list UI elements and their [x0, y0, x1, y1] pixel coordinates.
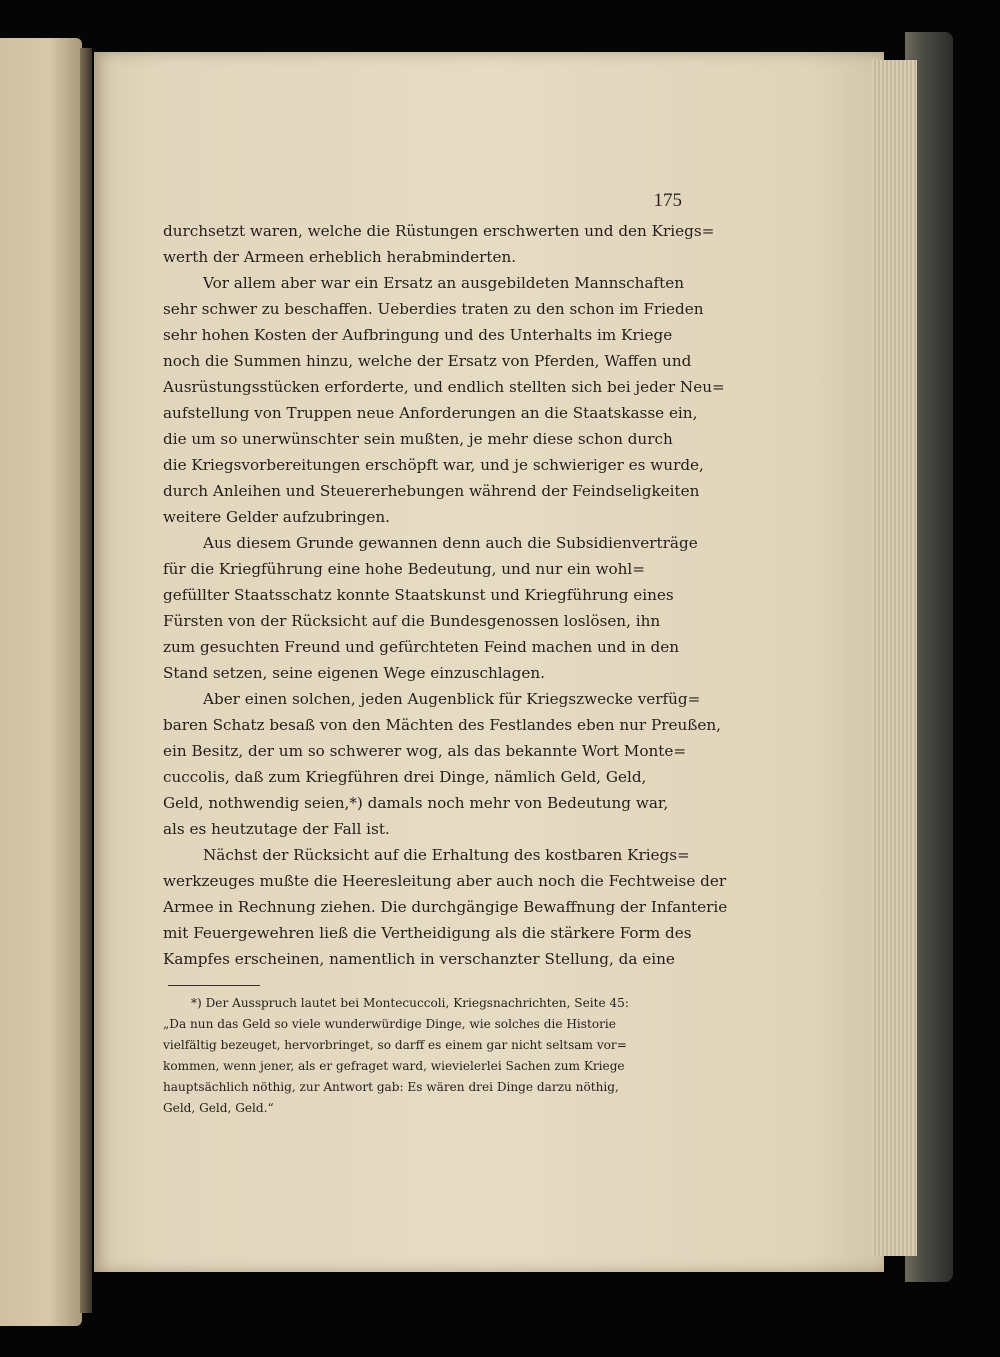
text-line: Geld, nothwendig seien,*) damals noch mehr von Bedeutung war,: [163, 794, 669, 812]
text-line: die um so unerwünschter sein mußten, je mehr diese schon durch: [163, 430, 673, 448]
text-line: noch die Summen hinzu, welche der Ersatz von Pferden, Waffen und: [163, 352, 692, 370]
text-line: Vor allem aber war ein Ersatz an ausgebildeten Mannschaften: [203, 274, 685, 292]
page-number: 175: [653, 190, 682, 211]
facing-page-edge: [0, 38, 82, 1326]
text-line: sehr hohen Kosten der Aufbringung und des Unterhalts im Kriege: [163, 326, 673, 344]
text-line: Fürsten von der Rücksicht auf die Bundesgenossen loslösen, ihn: [163, 612, 661, 630]
text-line: Kampfes erscheinen, namentlich in verschanzter Stellung, da eine: [163, 950, 675, 968]
footnote-line: Geld, Geld, Geld.“: [163, 1101, 274, 1115]
text-line: mit Feuergewehren ließ die Vertheidigung als die stärkere Form des: [163, 924, 692, 942]
footnote-line: vielfältig bezeuget, hervorbringet, so darff es einem gar nicht seltsam vor=: [163, 1038, 627, 1052]
text-line: Armee in Rechnung ziehen. Die durchgängige Bewaffnung der Infanterie: [163, 898, 728, 916]
text-line: weitere Gelder aufzubringen.: [163, 508, 390, 526]
footnote-line: „Da nun das Geld so viele wunderwürdige Dinge, wie solches die Historie: [163, 1017, 616, 1031]
text-line: Stand setzen, seine eigenen Wege einzuschlagen.: [163, 664, 545, 682]
body-text: [163, 218, 728, 972]
text-line: aufstellung von Truppen neue Anforderungen an die Staatskasse ein,: [163, 404, 698, 422]
text-line: baren Schatz besaß von den Mächten des Festlandes eben nur Preußen,: [163, 716, 721, 734]
text-line: die Kriegsvorbereitungen erschöpft war, und je schwieriger es wurde,: [163, 456, 704, 474]
text-line: cuccolis, daß zum Kriegführen drei Dinge, nämlich Geld, Geld,: [163, 768, 647, 786]
text-line: Nächst der Rücksicht auf die Erhaltung des kostbaren Kriegs=: [203, 846, 690, 864]
footnote-line: kommen, wenn jener, als er gefraget ward, wievielerlei Sachen zum Kriege: [163, 1059, 625, 1073]
text-line: Aus diesem Grunde gewannen denn auch die Subsidienverträge: [203, 534, 698, 552]
text-line: durch Anleihen und Steuererhebungen während der Feindseligkeiten: [163, 482, 700, 500]
text-line: für die Kriegführung eine hohe Bedeutung, und nur ein wohl=: [163, 560, 645, 578]
footnote-line: hauptsächlich nöthig, zur Antwort gab: Es wären drei Dinge darzu nöthig,: [163, 1080, 619, 1094]
footnote: [163, 993, 670, 1119]
text-line: durchsetzt waren, welche die Rüstungen erschwerten und den Kriegs=: [163, 222, 715, 240]
text-line: sehr schwer zu beschaffen. Ueberdies traten zu den schon im Frieden: [163, 300, 704, 318]
text-line: zum gesuchten Freund und gefürchteten Feind machen und in den: [163, 638, 680, 656]
text-line: werkzeuges mußte die Heeresleitung aber auch noch die Fechtweise der: [163, 872, 727, 890]
page-stack-edge: [872, 60, 917, 1256]
footnote-line: *) Der Ausspruch lautet bei Montecuccoli, Kriegsnachrichten, Seite 45:: [191, 996, 629, 1010]
text-line: werth der Armeen erheblich herabminderten.: [163, 248, 517, 266]
text-line: als es heutzutage der Fall ist.: [163, 820, 390, 838]
text-line: Ausrüstungsstücken erforderte, und endlich stellten sich bei jeder Neu=: [163, 378, 725, 396]
text-line: gefüllter Staatsschatz konnte Staatskunst und Kriegführung eines: [163, 586, 674, 604]
text-line: Aber einen solchen, jeden Augenblick für Kriegszwecke verfüg=: [203, 690, 701, 708]
text-line: ein Besitz, der um so schwerer wog, als das bekannte Wort Monte=: [163, 742, 687, 760]
footnote-divider: [168, 985, 260, 986]
